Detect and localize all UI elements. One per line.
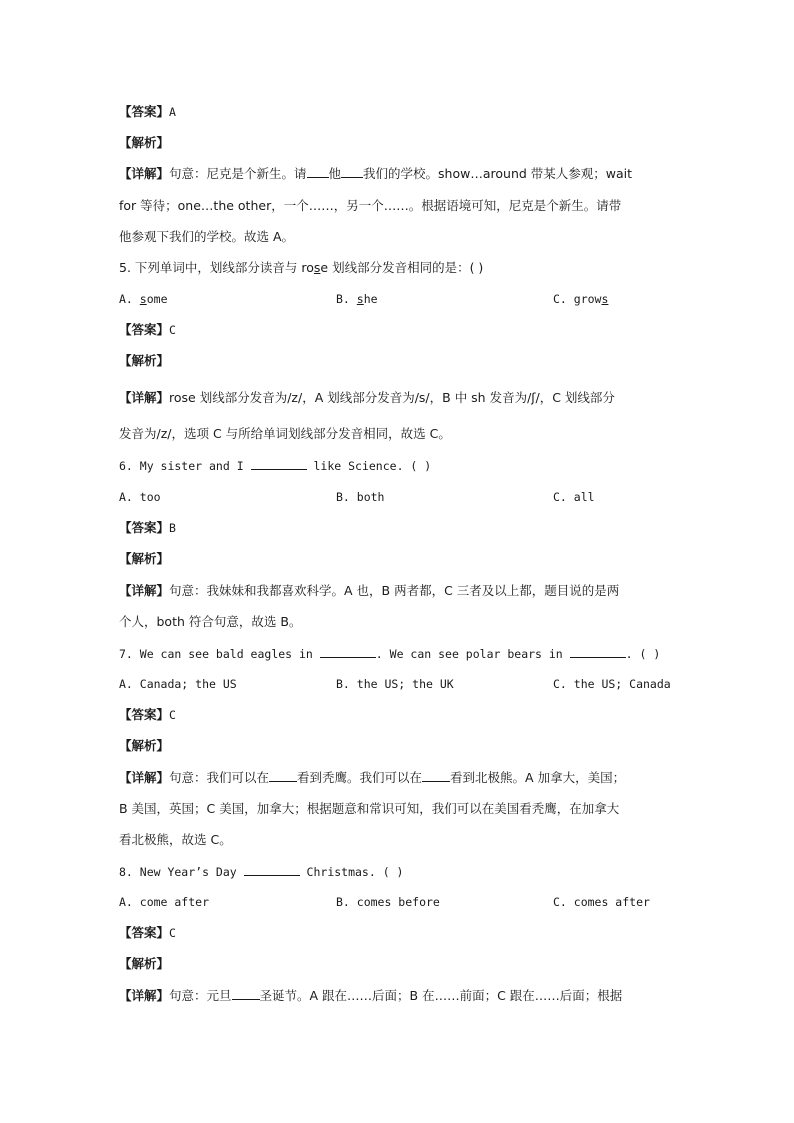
detail-label: 【详解】 (119, 583, 170, 598)
q7-stem-text: 7. We can see bald eagles in (119, 647, 320, 661)
q8-answer: C (169, 926, 176, 940)
q8-option-a: A. come after (119, 895, 210, 909)
q6-stem (119, 457, 679, 475)
q7-option-b: B. the US; the UK (336, 677, 454, 691)
q7-detail-text: 看到北极熊。A 加拿大，美国； (450, 770, 626, 785)
q7-detail-text: 句意：我们可以在 (169, 770, 270, 785)
q7-detail-text: 看到秃鹰。我们可以在 (297, 770, 423, 785)
answer-label: 【答案】 (119, 925, 170, 940)
q4-detail-line-2: for 等待；one…the other，一个……，另一个……。根据语境可知，尼克是个新生。请带 (119, 198, 622, 213)
analysis-label: 【解析】 (119, 551, 170, 566)
answer-label: 【答案】 (119, 520, 170, 535)
option-underlined: s (139, 292, 147, 306)
q7-detail-line-1 (119, 769, 679, 787)
q7-detail-line-2: B 美国，英国；C 美国，加拿大；根据题意和常识可知，我们可以在美国看秃鹰，在加拿大 (119, 801, 620, 816)
q6-detail-line-1 (119, 582, 679, 600)
analysis-label: 【解析】 (119, 135, 170, 150)
q6-answer-line (119, 519, 679, 537)
q6-option-c: C. all (553, 490, 595, 504)
q4-detail-line-1 (119, 165, 679, 183)
q4-detail-text: 我们的学校。show…around 带某人参观；wait (363, 166, 633, 181)
q6-stem-text: 6. My sister and I (119, 459, 251, 473)
option-prefix: C. grow (553, 292, 602, 306)
fill-blank (307, 165, 329, 178)
q7-stem-text: . We can see polar bears in (375, 647, 570, 661)
q6-analysis-line (119, 550, 679, 568)
q7-stem-text: . ( ) (625, 647, 661, 661)
q5-detail-line-2: 发音为/z/，选项 C 与所给单词划线部分发音相同，故选 C。 (119, 426, 451, 441)
q7-option-c: C. the US; Canada (553, 677, 671, 691)
detail-label: 【详解】 (119, 770, 170, 785)
q4-answer-line (119, 103, 679, 121)
q4-detail-line-3: 他参观下我们的学校。故选 A。 (119, 229, 295, 244)
q4-detail-text: 他 (328, 166, 342, 181)
q6-option-a: A. too (119, 490, 161, 504)
fill-blank (232, 987, 260, 1000)
q6-detail-text: 句意：我妹妹和我都喜欢科学。A 也，B 两者都，C 三者及以上都，题目说的是两 (169, 583, 620, 598)
q5-answer-line (119, 321, 679, 339)
fill-blank (341, 165, 363, 178)
detail-label: 【详解】 (119, 988, 170, 1003)
q7-stem (119, 645, 679, 663)
fill-blank (570, 645, 626, 658)
q5-detail-text: rose 划线部分发音为/z/，A 划线部分发音为/s/，B 中 sh 发音为/ʃ/，C 划线部分 (169, 390, 615, 405)
answer-label: 【答案】 (119, 104, 170, 119)
q4-answer: A (169, 105, 176, 119)
q8-option-c: C. comes after (553, 895, 650, 909)
q8-answer-line (119, 924, 679, 942)
option-suffix: ome (146, 292, 168, 306)
q5-option-c (553, 292, 608, 306)
analysis-label: 【解析】 (119, 956, 170, 971)
q8-option-b: B. comes before (336, 895, 440, 909)
option-prefix: B. (336, 292, 357, 306)
q6-detail-line-2: 个人，both 符合句意，故选 B。 (119, 614, 302, 629)
q5-analysis-line (119, 352, 679, 370)
detail-label: 【详解】 (119, 390, 170, 405)
q8-detail-text: 句意：元旦 (169, 988, 232, 1003)
q5-stem (119, 259, 679, 277)
fill-blank (251, 457, 307, 470)
option-suffix: he (363, 292, 378, 306)
q7-answer-line (119, 706, 679, 724)
fill-blank (269, 769, 297, 782)
q5-option-a (119, 292, 168, 306)
analysis-label: 【解析】 (119, 353, 170, 368)
option-prefix: A. (119, 292, 140, 306)
q5-option-b (336, 292, 378, 306)
q5-stem-text: e 划线部分发音相同的是：( ) (320, 260, 484, 275)
q5-stem-text: 5. 下列单词中，划线部分读音与 ro (119, 260, 314, 275)
q4-detail-text: 句意：尼克是个新生。请 (169, 166, 307, 181)
analysis-label: 【解析】 (119, 738, 170, 753)
q5-stem-underlined: s (313, 260, 321, 275)
answer-label: 【答案】 (119, 707, 170, 722)
fill-blank (244, 863, 300, 876)
q7-analysis-line (119, 737, 679, 755)
q7-option-a: A. Canada; the US (119, 677, 237, 691)
detail-label: 【详解】 (119, 166, 170, 181)
q8-stem-text: Christmas. ( ) (299, 865, 404, 879)
q5-answer: C (169, 323, 176, 337)
q6-answer: B (169, 521, 176, 535)
q6-option-b: B. both (336, 490, 385, 504)
q5-detail-line-1 (119, 389, 679, 407)
fill-blank (320, 645, 376, 658)
option-underlined: s (356, 292, 364, 306)
option-underlined: s (601, 292, 609, 306)
q8-detail-text: 圣诞节。A 跟在……后面；B 在……前面；C 跟在……后面；根据 (259, 988, 623, 1003)
q6-stem-text: like Science. ( ) (306, 459, 432, 473)
q4-analysis-line (119, 134, 679, 152)
q7-detail-line-3: 看北极熊，故选 C。 (119, 832, 232, 847)
q8-analysis-line (119, 955, 679, 973)
q8-detail-line-1 (119, 987, 679, 1005)
q8-stem (119, 863, 679, 881)
fill-blank (422, 769, 450, 782)
q7-answer: C (169, 708, 176, 722)
answer-label: 【答案】 (119, 322, 170, 337)
q8-stem-text: 8. New Year’s Day (119, 865, 244, 879)
